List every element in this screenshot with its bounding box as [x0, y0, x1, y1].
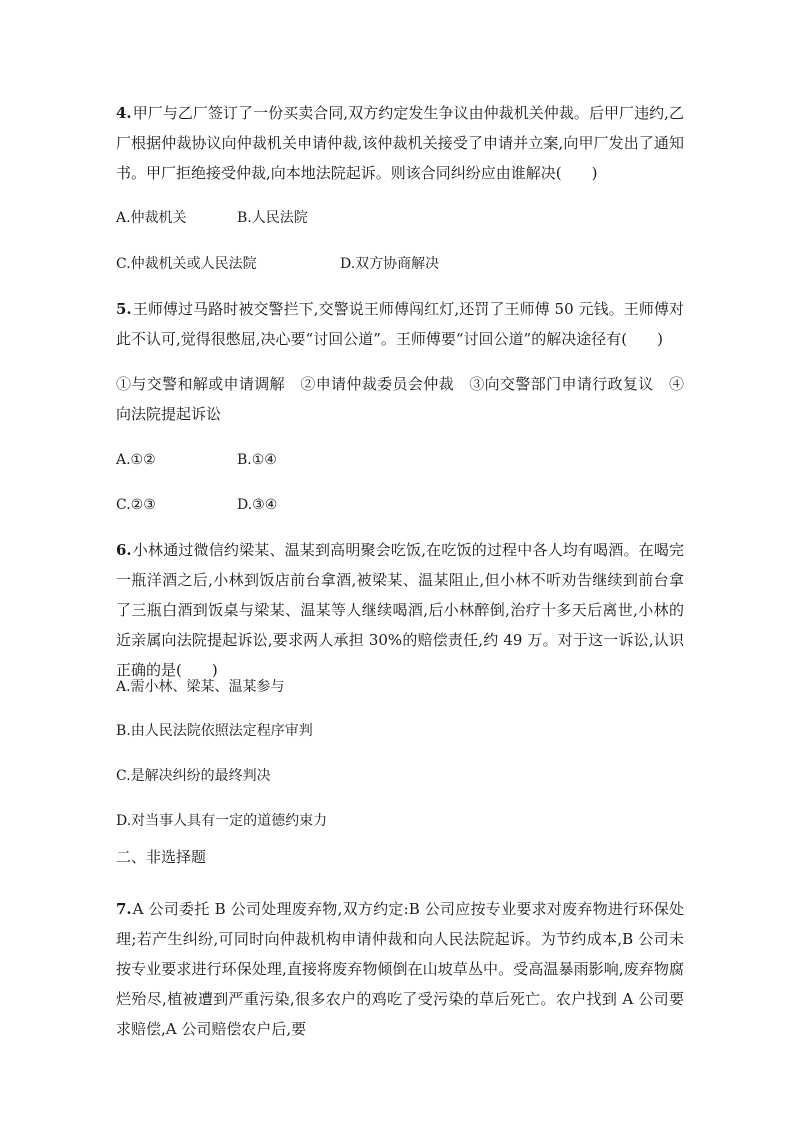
option-c: C.仲裁机关或人民法院: [116, 256, 257, 272]
question-7: [116, 894, 684, 1044]
question-stem: 甲厂与乙厂签订了一份买卖合同,双方约定发生争议由仲裁机关仲裁。后甲厂违约,乙厂根据仲裁协议向仲裁机关申请仲裁,该仲裁机关接受了申请并立案,向甲厂发出了通知书。甲厂拒绝接受仲裁,向本地法院起诉。则该合同纠纷应由谁解决( ): [116, 104, 684, 182]
question-stem: 小林通过微信约梁某、温某到高明聚会吃饭,在吃饭的过程中各人均有喝酒。在喝完一瓶洋酒之后,小林到饭店前台拿酒,被梁某、温某阻止,但小林不听劝告继续到前台拿了三瓶白酒到饭桌与梁某、温某等人继续喝酒,后小林醉倒,治疗十多天后离世,小林的近亲属向法院提起诉讼,要求两人承担 30%的赔偿责任,约 49 万。对于这一诉讼,认识正确的是( ): [116, 541, 684, 679]
question-6: [116, 535, 684, 685]
section-title: 二、非选择题: [116, 848, 207, 866]
option-d: D.双方协商解决: [340, 256, 440, 272]
option-a: A.需小林、梁某、温某参与: [116, 679, 285, 695]
question-5-statements: ①与交警和解或申请调解 ②申请仲裁委员会仲裁 ③向交警部门申请行政复议 ④向法院提起诉讼: [116, 375, 684, 423]
question-number: 6.: [116, 541, 132, 559]
option-a: A.①②: [116, 452, 156, 468]
option-a: A.仲裁机关: [116, 210, 187, 226]
option-c: C.是解决纠纷的最终判决: [116, 768, 271, 784]
question-stem: 王师傅过马路时被交警拦下,交警说王师傅闯红灯,还罚了王师傅 50 元钱。王师傅对此不认可,觉得很憋屈,决心要“讨回公道”。王师傅要“讨回公道”的解决途径有( ): [116, 300, 684, 348]
question-4: [116, 98, 684, 188]
question-number: 5.: [116, 300, 132, 318]
question-number: 7.: [116, 900, 132, 918]
question-number: 4.: [116, 104, 132, 122]
option-b: B.人民法院: [237, 210, 308, 226]
option-b: B.①④: [237, 452, 277, 468]
question-5: [116, 294, 684, 354]
question-stem: A 公司委托 B 公司处理废弃物,双方约定:B 公司应按专业要求对废弃物进行环保处理;若产生纠纷,可同时向仲裁机构申请仲裁和向人民法院起诉。为节约成本,B 公司未按专业要求进行环保处理,直接将废弃物倾倒在山坡草丛中。受高温暴雨影响,废弃物腐烂殆尽,植被遭到严重污染,很多农户的鸡吃了受污染的草后死亡。农户找到 A 公司要求赔偿,A 公司赔偿农户后,要: [116, 900, 684, 1038]
option-b: B.由人民法院依照法定程序审判: [116, 723, 313, 739]
option-c: C.②③: [116, 497, 156, 513]
option-d: D.③④: [237, 497, 278, 513]
option-d: D.对当事人具有一定的道德约束力: [116, 813, 328, 829]
